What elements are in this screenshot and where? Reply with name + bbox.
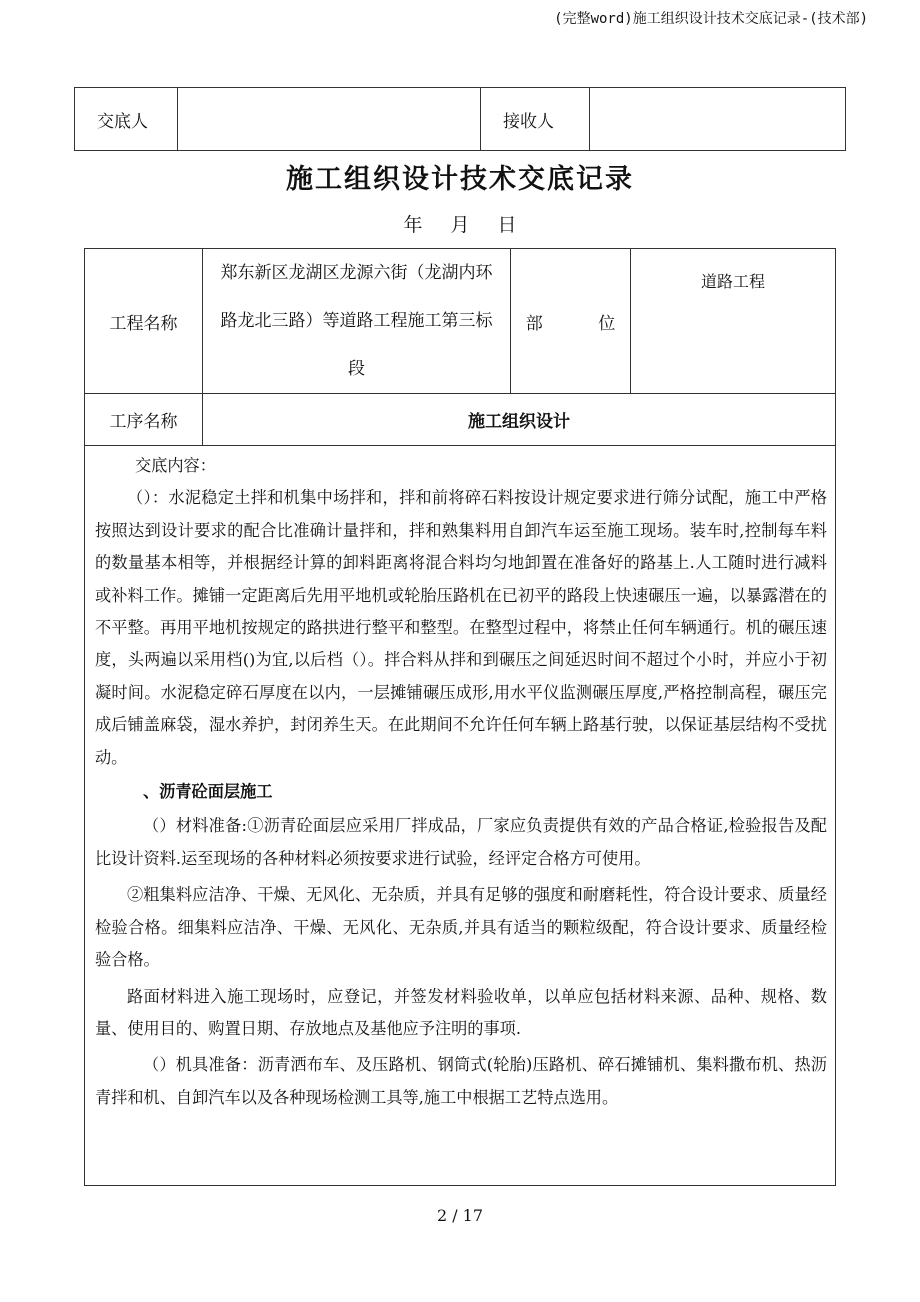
receiver-value — [590, 88, 846, 151]
content-paragraph: （）机具准备：沥青洒布车、及压路机、钢筒式(轮胎)压路机、碎石摊铺机、集料撒布机、热沥青拌和机、自卸汽车以及各种现场检测工具等,施工中根据工艺特点选用。 — [95, 1055, 827, 1107]
project-name-value: 郑东新区龙湖区龙源六街（龙湖内环路龙北三路）等道路工程施工第三标段 — [203, 249, 511, 394]
content-paragraph: 路面材料进入施工现场时，应登记，并签发材料验收单，以单应包括材料来源、品种、规格、数量、使用目的、购置日期、存放地点及基他应予注明的事项. — [95, 986, 827, 1038]
giver-label: 交底人 — [75, 88, 178, 151]
content-paragraph: （）：水泥稳定土拌和机集中场拌和，拌和前将碎石料按设计规定要求进行筛分试配，施工中严格按照达到设计要求的配合比准确计量拌和，拌和熟集料用自卸汽车运至施工现场。装车时,控制每车料的数量基本相等，并根据经计算的卸料距离将混合料均匀地卸置在准备好的路基上.人工随时进行减料或补料工作。摊铺一定距离后先用平地机或轮胎压路机在已初平的路段上快速碾压一遍，以暴露潜在的不平整。再用平地机按规定的路拱进行整平和整型。在整型过程中，将禁止任何车辆通行。机的碾压速度，头两遍以采用档()为宜,以后档（）。拌合料从拌和到碾压之间延迟时间不超过个小时，并应小于初凝时间。水泥稳定碎石厚度在以内，一层摊铺碾压成形,用水平仪监测碾压厚度,严格控制高程，碾压完成后铺盖麻袋，湿水养护，封闭养生天。在此期间不允许任何车辆上路基行驶，以保证基层结构不受扰动。 — [95, 488, 827, 767]
signature-table — [74, 87, 846, 151]
content-cell — [85, 446, 836, 1186]
content-heading: 交底内容： — [135, 456, 216, 475]
part-label: 部 位 — [511, 249, 631, 394]
page-number: 2 / 17 — [436, 1206, 484, 1225]
process-label: 工序名称 — [85, 394, 203, 446]
giver-value — [178, 88, 481, 151]
running-header: (完整word)施工组织设计技术交底记录-(技术部) — [554, 11, 868, 27]
section-heading: 、沥青砼面层施工 — [143, 782, 273, 802]
project-name-label: 工程名称 — [85, 249, 203, 394]
content-paragraph: （）材料准备:①沥青砼面层应采用厂拌成品，厂家应负责提供有效的产品合格证,检验报告及配比设计资料.运至现场的各种材料必须按要求进行试验，经评定合格方可使用。 — [95, 816, 827, 868]
process-value: 施工组织设计 — [203, 394, 836, 446]
content-paragraph: ②粗集料应洁净、干燥、无风化、无杂质，并具有足够的强度和耐磨耗性，符合设计要求、质量经检验合格。细集料应洁净、干燥、无风化、无杂质,并具有适当的颗粒级配，符合设计要求、质量经检验合格。 — [95, 885, 827, 970]
part-value: 道路工程 — [631, 249, 836, 394]
page-title: 施工组织设计技术交底记录 — [286, 164, 634, 195]
date-line: 年 月 日 — [403, 214, 517, 236]
receiver-label: 接收人 — [481, 88, 590, 151]
disclosure-table — [84, 248, 836, 1186]
